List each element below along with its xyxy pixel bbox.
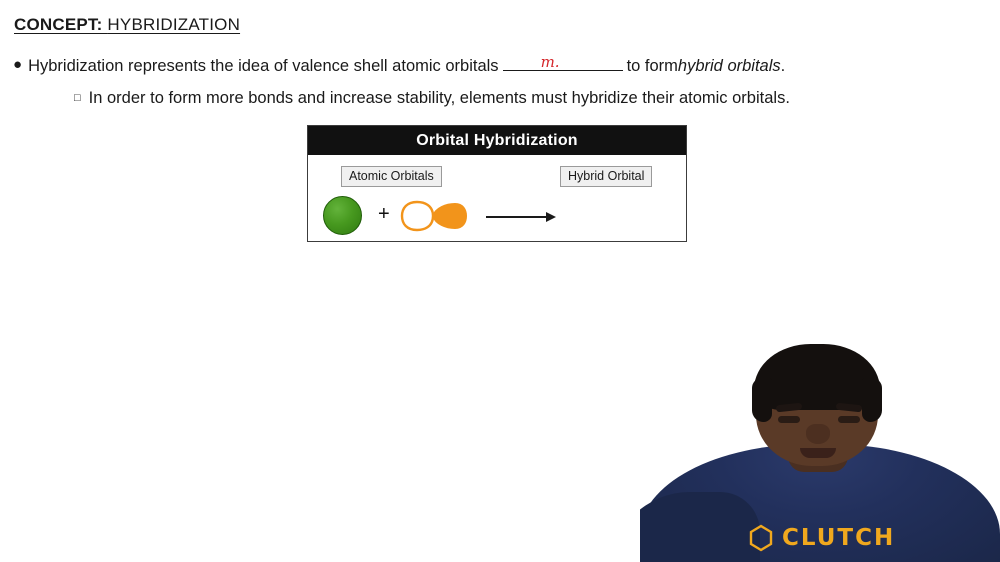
sub-bullet-text: In order to form more bonds and increase stability, elements must hybridize their atomic orbitals. bbox=[88, 89, 790, 107]
bullet-emphasis-term: hybrid orbitals bbox=[677, 57, 781, 75]
concept-topic: HYBRIDIZATION bbox=[107, 15, 241, 34]
diagram-title: Orbital Hybridization bbox=[308, 126, 686, 155]
square-bullet-icon: □ bbox=[74, 92, 81, 104]
instructor-eye-right bbox=[838, 416, 860, 423]
bullet-item-primary bbox=[13, 53, 785, 76]
plus-symbol: + bbox=[378, 203, 390, 225]
instructor-webcam-overlay bbox=[640, 342, 1000, 562]
bullet-text-before-blank: Hybridization represents the idea of valence shell atomic orbitals bbox=[28, 57, 499, 75]
concept-label: CONCEPT: bbox=[14, 15, 108, 34]
brand-logo-text: CLUTCH bbox=[782, 525, 896, 551]
instructor-shoulder-left bbox=[640, 492, 760, 562]
instructor-nose bbox=[806, 424, 830, 444]
bullet-period: . bbox=[780, 57, 786, 75]
bullet-dot-icon: ● bbox=[13, 56, 23, 73]
p-orbital-icon bbox=[400, 199, 468, 233]
bullet-text-after-blank: to form bbox=[626, 57, 678, 75]
handwritten-annotation: m. bbox=[540, 53, 560, 71]
s-orbital-sphere-icon bbox=[323, 196, 362, 235]
instructor-hair-left bbox=[752, 378, 772, 422]
atomic-orbitals-label: Atomic Orbitals bbox=[341, 166, 442, 187]
blank-underline bbox=[503, 70, 623, 71]
page-title bbox=[14, 15, 240, 35]
hybrid-orbital-label: Hybrid Orbital bbox=[560, 166, 652, 187]
bullet-item-secondary bbox=[74, 89, 790, 108]
instructor-mouth bbox=[800, 448, 836, 458]
orbital-hybridization-diagram bbox=[307, 125, 687, 242]
hexagon-icon bbox=[748, 524, 774, 552]
diagram-body bbox=[308, 155, 686, 241]
instructor-hair-right bbox=[862, 378, 882, 422]
brand-logo bbox=[748, 524, 895, 552]
right-arrow-icon bbox=[486, 212, 556, 222]
fill-in-blank bbox=[503, 53, 623, 71]
instructor-eye-left bbox=[778, 416, 800, 423]
